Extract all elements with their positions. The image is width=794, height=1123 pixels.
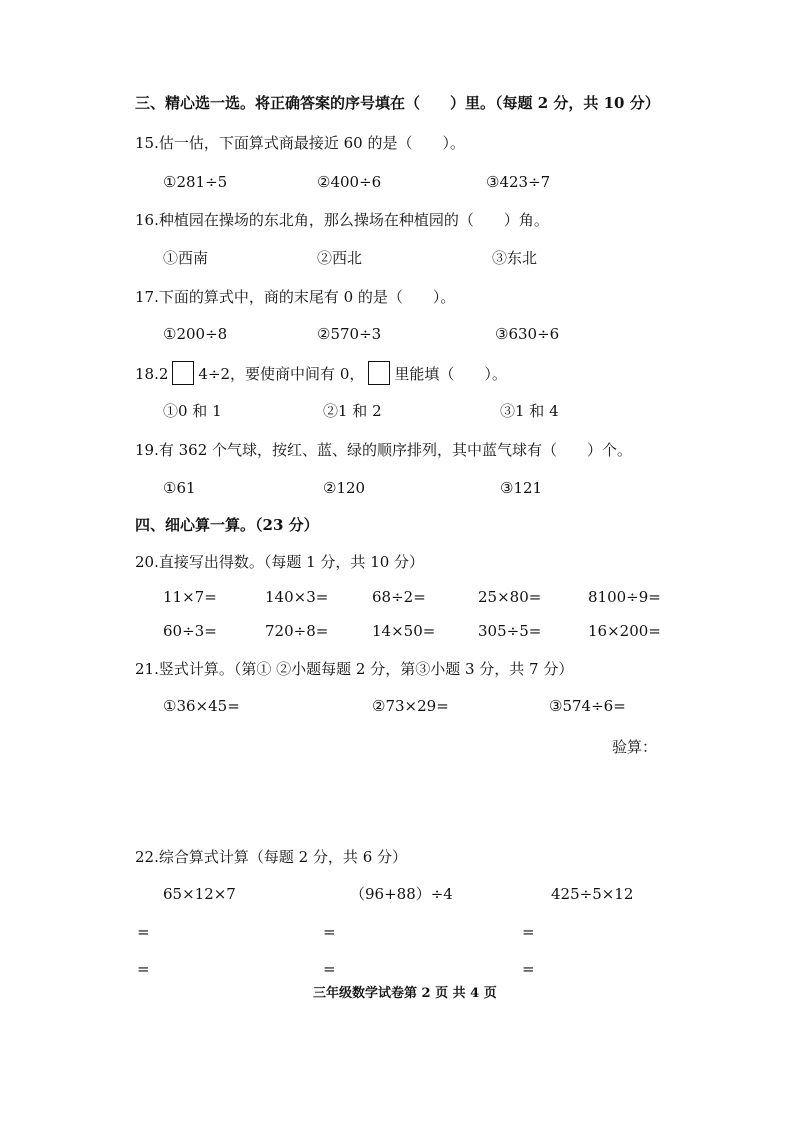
- section-3-title: 三、精心选一选。将正确答案的序号填在（ ）里。（每题 2 分，共 10 分）: [135, 94, 660, 112]
- question-15-stem: 15.估一估，下面算式商最接近 60 的是（ ）。: [135, 134, 465, 152]
- q20-row1-item-1: 11×7=: [163, 588, 217, 606]
- q20-row1-item-3: 68÷2=: [372, 588, 426, 606]
- section-4-title: 四、细心算一算。（23 分）: [135, 516, 319, 534]
- q22-item-2: （96+88）÷4: [350, 885, 453, 903]
- q20-row1-item-4: 25×80=: [478, 588, 542, 606]
- question-19-option-3: ③121: [500, 479, 543, 497]
- q21-check-label: 验算：: [612, 738, 658, 756]
- q21-item-2: ②73×29=: [372, 697, 449, 715]
- question-18-option-2: ②1 和 2: [323, 402, 382, 420]
- question-18-option-1: ①0 和 1: [163, 402, 222, 420]
- question-16-option-3: ③东北: [492, 249, 538, 267]
- question-17-stem: 17.下面的算式中，商的末尾有 0 的是（ ）。: [135, 288, 456, 306]
- q20-row1-item-2: 140×3=: [265, 588, 329, 606]
- q22-item-3: 425÷5×12: [551, 885, 634, 903]
- q20-row2-item-1: 60÷3=: [163, 622, 217, 640]
- question-15-option-2: ②400÷6: [317, 173, 382, 191]
- question-18-stem: [135, 363, 507, 387]
- q20-row2-item-4: 305÷5=: [478, 622, 542, 640]
- q22-equals-1b: =: [137, 960, 150, 978]
- question-15-option-1: ①281÷5: [163, 173, 228, 191]
- q20-row2-item-5: 16×200=: [588, 622, 661, 640]
- question-19-stem: 19.有 362 个气球，按红、蓝、绿的顺序排列，其中蓝气球有（ ）个。: [135, 441, 633, 459]
- q22-equals-3a: =: [522, 923, 535, 941]
- question-18-stem-part-b: 4÷2，要使商中间有 0，: [198, 365, 365, 383]
- question-21-stem: 21.竖式计算。（第① ②小题每题 2 分，第③小题 3 分，共 7 分）: [135, 660, 574, 678]
- question-19-option-2: ②120: [323, 479, 366, 497]
- question-19-option-1: ①61: [163, 479, 196, 497]
- q20-row2-item-2: 720÷8=: [265, 622, 329, 640]
- question-17-option-3: ③630÷6: [495, 325, 560, 343]
- question-16-stem: 16.种植园在操场的东北角，那么操场在种植园的（ ）角。: [135, 211, 549, 229]
- question-18-stem-part-a: 18.2: [135, 365, 169, 383]
- q22-item-1: 65×12×7: [163, 885, 236, 903]
- question-17-option-2: ②570÷3: [317, 325, 382, 343]
- digit-blank-box-1: [172, 361, 194, 385]
- question-17-option-1: ①200÷8: [163, 325, 228, 343]
- q20-row1-item-5: 8100÷9=: [588, 588, 661, 606]
- question-16-option-1: ①西南: [163, 249, 209, 267]
- page-footer: 三年级数学试卷第 2 页 共 4 页: [313, 986, 497, 1001]
- question-18-stem-part-c: 里能填（ ）。: [394, 365, 507, 383]
- q22-equals-2b: =: [323, 960, 336, 978]
- q20-row2-item-3: 14×50=: [372, 622, 436, 640]
- q22-equals-3b: =: [522, 960, 535, 978]
- q22-equals-2a: =: [323, 923, 336, 941]
- q21-item-3: ③574÷6=: [549, 697, 626, 715]
- q21-item-1: ①36×45=: [163, 697, 240, 715]
- question-22-stem: 22.综合算式计算（每题 2 分，共 6 分）: [135, 848, 408, 866]
- question-16-option-2: ②西北: [317, 249, 363, 267]
- question-20-stem: 20.直接写出得数。（每题 1 分，共 10 分）: [135, 553, 425, 571]
- q22-equals-1a: =: [137, 923, 150, 941]
- question-18-option-3: ③1 和 4: [500, 402, 559, 420]
- question-15-option-3: ③423÷7: [486, 173, 551, 191]
- digit-blank-box-2: [368, 361, 390, 385]
